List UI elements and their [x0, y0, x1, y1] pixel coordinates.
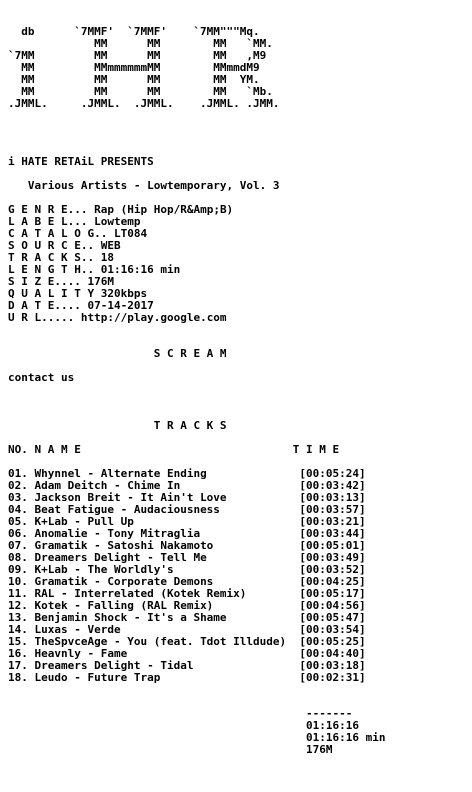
info-label: D A T E....: [8, 299, 81, 312]
info-value: 176M: [87, 275, 114, 288]
track-number: 17.: [8, 659, 28, 672]
track-time: [00:03:13]: [299, 491, 366, 504]
track-title: Dreamers Delight - Tell Me: [34, 551, 207, 564]
totals-divider: -------: [306, 707, 353, 720]
track-title: Beat Fatigue - Audaciousness: [34, 503, 220, 516]
track-title: Adam Deitch - Chime In: [34, 479, 181, 492]
info-label: T R A C K S..: [8, 251, 95, 264]
track-time: [00:03:18]: [299, 659, 366, 672]
total-size: 176M: [306, 743, 333, 756]
info-value: Rap (Hip Hop/R&Amp;B): [94, 203, 234, 216]
info-value: WEB: [100, 239, 121, 252]
tracklist-header: [8, 444, 339, 456]
track-number: 15.: [8, 635, 28, 648]
total-length: 01:16:16 min: [306, 731, 386, 744]
track-title: Heavnly - Fame: [34, 647, 128, 660]
contact-link[interactable]: contact us: [8, 371, 75, 384]
track-time: [00:03:44]: [299, 527, 366, 540]
track-time: [00:03:42]: [299, 479, 366, 492]
track-number: 13.: [8, 611, 28, 624]
info-value: 18: [100, 251, 114, 264]
info-label: L A B E L...: [8, 215, 88, 228]
track-time: [00:04:40]: [299, 647, 366, 660]
info-label: L E N G T H..: [8, 263, 95, 276]
album-title-text: Various Artists - Lowtemporary, Vol. 3: [27, 179, 280, 192]
track-number: 02.: [8, 479, 28, 492]
track-title: Dreamers Delight - Tidal: [34, 659, 194, 672]
track-time: [00:03:54]: [299, 623, 366, 636]
track-number: 06.: [8, 527, 28, 540]
track-time: [00:05:17]: [299, 587, 366, 600]
track-title: Benjamin Shock - It's a Shame: [34, 611, 227, 624]
info-row: [8, 311, 227, 324]
track-time: [00:05:25]: [299, 635, 366, 648]
header-time: T I M E: [292, 443, 340, 456]
track-time: [00:05:01]: [299, 539, 366, 552]
info-value: Lowtemp: [94, 215, 141, 228]
header-no: NO.: [8, 443, 28, 456]
album-title: [8, 180, 280, 192]
track-time: [00:03:49]: [299, 551, 366, 564]
track-number: 12.: [8, 599, 28, 612]
track-title: Anomalie - Tony Mitraglia: [34, 527, 201, 540]
track-title: Gramatik - Satoshi Nakamoto: [34, 539, 214, 552]
track-number: 03.: [8, 491, 28, 504]
total-time: 01:16:16: [306, 719, 359, 732]
track-title: Kotek - Falling (RAL Remix): [34, 599, 214, 612]
presents-line: i HATE RETAiL PRESENTS: [8, 155, 154, 168]
info-label: G E N R E...: [8, 203, 88, 216]
track-number: 08.: [8, 551, 28, 564]
ascii-art-logo: db `7MMF' `7MMF' `7MM"""Mq. MM MM MM `MM. `7MM MM MM MM ,M9 MM MMmmmmmmMM MMmmdM9 MM MM MM MM YM. MM MM MM MM `Mb. .JMML. .JMML. .JMML. .JMML. .JMM.: [8, 25, 280, 110]
release-info: [8, 204, 233, 324]
tracks-heading: [8, 420, 227, 432]
track-time: [00:04:56]: [299, 599, 366, 612]
track-time: [00:02:31]: [299, 671, 366, 684]
track-time: [00:04:25]: [299, 575, 366, 588]
info-value: 07-14-2017: [87, 299, 154, 312]
track-title: RAL - Interrelated (Kotek Remix): [34, 587, 247, 600]
track-number: 01.: [8, 467, 28, 480]
info-label: S O U R C E..: [8, 239, 95, 252]
info-label: Q U A L I T Y: [8, 287, 95, 300]
scream-heading: [8, 348, 227, 360]
track-title: K+Lab - Pull Up: [34, 515, 134, 528]
info-value: http://play.google.com: [80, 311, 227, 324]
track-number: 05.: [8, 515, 28, 528]
track-time: [00:03:52]: [299, 563, 366, 576]
info-value: LT084: [113, 227, 148, 240]
track-title: Luxas - Verde: [34, 623, 121, 636]
info-value: 320kbps: [100, 287, 148, 300]
track-number: 18.: [8, 671, 28, 684]
track-time: [00:03:57]: [299, 503, 366, 516]
info-label: S I Z E....: [8, 275, 81, 288]
scream-heading-text: S C R E A M: [153, 347, 227, 360]
info-label: U R L.....: [8, 311, 75, 324]
info-value: 01:16:16 min: [100, 263, 181, 276]
track-time: [00:05:47]: [299, 611, 366, 624]
track-number: 07.: [8, 539, 28, 552]
track-title: Whynnel - Alternate Ending: [34, 467, 207, 480]
info-label: C A T A L O G..: [8, 227, 108, 240]
tracklist: [8, 468, 366, 684]
table-row: [8, 671, 366, 684]
track-time: [00:05:24]: [299, 467, 366, 480]
track-number: 16.: [8, 647, 28, 660]
track-title: Jackson Breit - It Ain't Love: [34, 491, 227, 504]
track-time: [00:03:21]: [299, 515, 366, 528]
track-number: 11.: [8, 587, 28, 600]
track-title: K+Lab - The Worldly's: [34, 563, 174, 576]
track-number: 04.: [8, 503, 28, 516]
track-number: 09.: [8, 563, 28, 576]
tracklist-totals: [8, 708, 386, 756]
track-title: Leudo - Future Trap: [34, 671, 161, 684]
track-title: Gramatik - Corporate Demons: [34, 575, 214, 588]
track-number: 10.: [8, 575, 28, 588]
header-name: N A M E: [34, 443, 81, 456]
track-number: 14.: [8, 623, 28, 636]
tracks-heading-text: T R A C K S: [153, 419, 227, 432]
track-title: TheSpvceAge - You (feat. Tdot Illdude): [34, 635, 287, 648]
